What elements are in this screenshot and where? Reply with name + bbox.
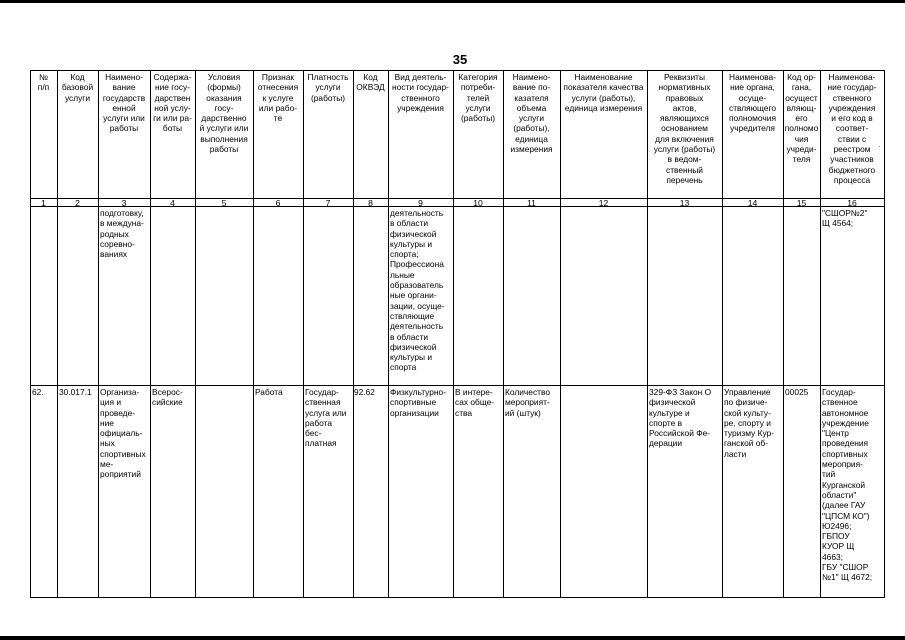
row62-attribute: Работа [255,387,283,397]
column-number: 9 [418,198,423,208]
header-cell-volume-indicator: Наимено- вание по- казателя объема услуги (работы), единица измерения [510,72,553,155]
continuation-service-name: подготовку, в междуна- родных соревно- ваниях [100,208,144,260]
header-cell-conditions: Условия (формы) оказания госу- дарственно й услуги или выполнения работы [199,72,249,155]
row62-quality-indicator [562,387,646,595]
column-number: 13 [679,198,690,208]
column-number: 2 [75,198,80,208]
bottom-border [0,636,905,640]
row62-service-name: Организа- ция и проведе- ние официаль- ных спортивных ме- роприятий [100,387,146,480]
header-cell-payment: Платность услуги (работы) [307,72,349,103]
header-cell-base-code: Код базовой услуги [61,72,94,103]
row62-founder-code: 00025 [785,387,809,397]
header-cell-institution: Наименова- ние государ- ственного учреждения и его код в соответ- ствии с реестром участников бюджетного процесса [827,72,877,185]
row62-payment: Государ- ственная услуга или работа бес- платная [305,387,347,449]
column-number: 10 [473,198,483,208]
row62-founder-body: Управление по физиче- ской культу- ре, спорту и туризму Кур- ганской об- ласти [724,387,774,459]
table-bottom-line [30,597,885,598]
header-cell-attribute: Признак отнесения к услуге или рабо- те [257,72,299,124]
header-cell-legal-acts: Реквизиты нормативных правовых актов, являющихся основанием для включения услуги (работы) в ведом- ственный перечень [653,72,716,185]
header-cell-service-name: Наимено- вание государств енной услуги или работы [102,72,146,134]
column-number: 12 [598,198,609,208]
column-number: 8 [368,198,373,208]
header-cell-founder-code: Код ор- гана, осущест вляющ- его полномо чия учреди- теля [784,72,819,165]
column-number: 15 [796,198,807,208]
row62-institution: Государ- ственное автономное учреждение "Центр проведения спортивных мероприя- тий Курганской области" (далее ГАУ "ЦПСМ КО") Ю2496; ГБПОУ КУОР Щ 4663; ГБУ "СШОР №1" Щ 4672; [822,387,873,583]
column-number: 3 [121,198,127,208]
column-number: 14 [747,198,758,208]
margin-mark: · [878,142,881,151]
header-cell-quality-indicator: Наименование показателя качества услуги (работы), единица измерения [563,72,644,113]
row62-number: 62. [32,387,44,397]
row62-conditions [197,387,252,595]
row62-top-line [30,385,885,386]
column-number: 4 [170,198,175,208]
column-number: 5 [221,198,227,208]
continuation-institution: "СШОР№2" Щ 4564; [822,208,868,229]
row62-base-code: 30.017.1 [59,387,92,397]
header-cell-okved: Код ОКВЭД [356,72,385,93]
page-number: 35 [452,52,468,67]
column-number: 16 [847,198,857,208]
header-cell-founder-body: Наименова- ние органа, осуще- ствляющего полномочия учредителя [729,72,776,134]
col-line [884,70,885,598]
top-border [0,0,905,3]
continuation-activity: деятельность в области физической культуры и спорта; Профессиона льные образователь ные органи- зации, осуще- ствляющие деятельность в области физической культуры и спорта [390,208,445,373]
table-top-line [30,70,885,71]
column-number: 7 [325,198,331,208]
column-number: 6 [275,198,281,208]
column-number: 1 [41,198,46,208]
header-cell-consumers: Категория потреби- телей услуги (работы) [458,72,498,124]
row62-legal-acts: 329-ФЗ Закон О физической культуре и спорте в Российской Фе- дерации [649,387,712,449]
row62-activity: Физкультурно- спортивные организации [390,387,446,418]
services-table [30,70,885,598]
row62-volume-indicator: Количество мероприят- ий (штук) [505,387,550,418]
row62-content: Всерос- сийские [152,387,183,408]
header-cell-content: Содержа- ние госу- дарствен ной услу- ги или ра- боты [153,72,192,134]
header-cell-row-number: № п/п [37,72,50,93]
row62-okved: 92.62 [354,387,375,397]
row62-consumers: В интере- сах обще- ства [455,387,495,418]
header-cell-activity: Вид деятель- ности государ- ственного учреждения [392,72,449,113]
column-number: 11 [527,198,536,208]
